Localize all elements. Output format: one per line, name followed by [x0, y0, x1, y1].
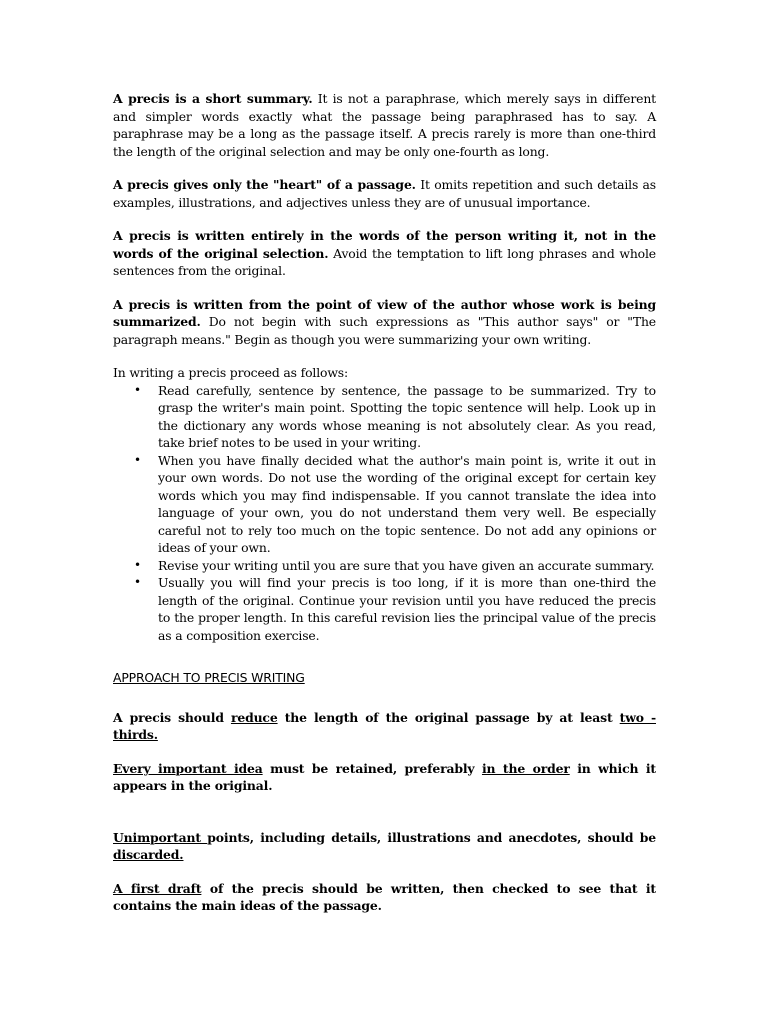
rule-emphasis: in the order — [481, 760, 570, 776]
bullet-icon: • — [134, 452, 141, 467]
rule-retain-ideas — [113, 760, 656, 795]
rule-text: must be retained, preferably — [262, 760, 482, 776]
paragraph-lead: A precis is written entirely in the words of the person writing it, not in the words of the original selection. — [113, 228, 656, 261]
rule-emphasis: Unimportant — [113, 829, 208, 845]
paragraph-heart — [113, 176, 656, 211]
bullet-icon: • — [134, 382, 141, 397]
paragraph-short-summary — [113, 90, 656, 160]
list-item-text: When you have finally decided what the author's main point is, write it out in your own words. Do not use the wording of the original except for certain key words which you may find indispensable. If you cannot translate the idea into language of your own, you do not understand them very well. Be especially careful not to rely too much on the topic sentence. Do not add any opinions or ideas of your own. — [158, 452, 656, 555]
rule-text: the length of the original passage by at least — [277, 709, 620, 725]
rule-text: in which it appears in the original. — [113, 760, 656, 793]
bullet-icon: • — [134, 557, 141, 572]
rule-emphasis: two - thirds. — [113, 709, 656, 742]
list-item — [134, 452, 656, 557]
paragraph-body: It omits repetition and such details as examples, illustrations, and adjectives unless they are of unusual importance. — [113, 177, 656, 210]
paragraph-own-words — [113, 227, 656, 280]
steps-list — [113, 382, 656, 645]
paragraph-lead: A precis is written from the point of view of the author whose work is being summarized. — [113, 296, 656, 329]
paragraph-point-of-view — [113, 296, 656, 349]
rule-emphasis: reduce — [230, 709, 278, 725]
list-item — [134, 382, 656, 452]
bullet-icon: • — [134, 575, 141, 589]
rule-text: of the precis should be written, then checked to see that it contains the main ideas of the passage. — [113, 880, 656, 913]
rule-emphasis: Every important idea — [113, 760, 263, 776]
paragraph-lead: A precis gives only the "heart" of a passage. — [113, 177, 416, 192]
steps-intro: In writing a precis proceed as follows: — [113, 365, 349, 380]
paragraph-body: Avoid the temptation to lift long phrases and whole sentences from the original. — [113, 245, 656, 278]
rule-emphasis: A first draft — [113, 880, 202, 896]
list-item-text: Read carefully, sentence by sentence, the passage to be summarized. Try to grasp the writer's main point. Spotting the topic sentence will help. Look up in the dictionary any words whose meaning is not absolutely clear. As you read, take brief notes to be used in your writing. — [158, 382, 656, 450]
paragraph-lead: A precis is a short summary. — [113, 91, 313, 106]
rule-emphasis: discarded. — [113, 847, 184, 862]
rule-reduce-length — [113, 709, 656, 744]
paragraph-body: It is not a paraphrase, which merely says in different and simpler words exactly what the passage being paraphrased has to say. A paraphrase may be a long as the passage itself. A precis rarely is more than one-third the length of the original selection and may be only one-fourth as long. — [113, 91, 656, 159]
rule-text: A precis should — [113, 709, 231, 725]
section-heading: APPROACH TO PRECIS WRITING — [113, 670, 305, 685]
rule-first-draft — [113, 880, 656, 915]
rule-discard-unimportant — [113, 829, 656, 864]
list-item-text: Revise your writing until you are sure that you have given an accurate summary. — [158, 557, 655, 573]
list-item-text: Usually you will find your precis is too long, if it is more than one-third the length of the original. Continue your revision until you have reduced the precis to the proper length. In this careful revision lies the principal value of the precis as a composition exercise. — [158, 575, 656, 643]
list-item — [134, 574, 656, 644]
rule-text: points, including details, illustrations and anecdotes, should be — [207, 829, 656, 845]
list-item — [134, 557, 656, 575]
paragraph-body: Do not begin with such expressions as "This author says" or "The paragraph means." Begin as though you were summarizing your own writing. — [113, 314, 656, 347]
